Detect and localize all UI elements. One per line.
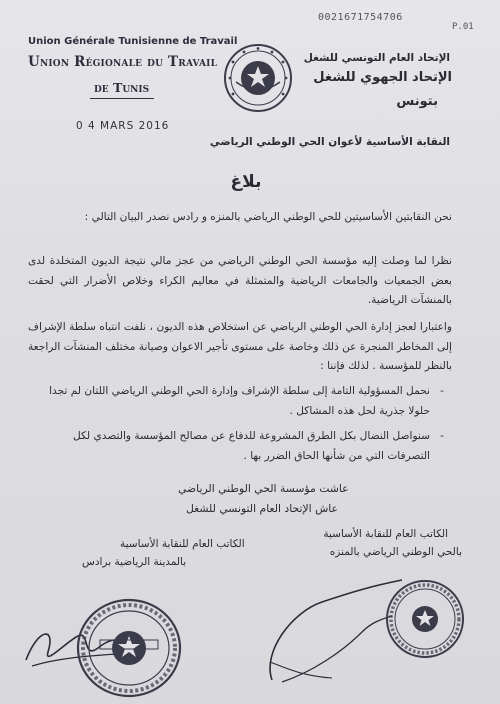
closing-line-2: عاش الإتحاد العام التونسي للشغل [186, 502, 338, 515]
list-item-text: نحمل المسؤولية التامة إلى سلطة الإشراف وإدارة الحي الوطني الرياضي اللتان لم تجدا حلولا جذرية لحل هذه المشاكل . [49, 385, 430, 417]
french-header-line1: Union Générale Tunisienne de Travail [28, 36, 238, 47]
document-title: بلاغ [230, 172, 262, 192]
demands-list [28, 382, 444, 472]
document-number: 0021671754706 [318, 12, 403, 23]
signatory-right-title: الكاتب العام للنقابة الأساسية [323, 528, 448, 540]
arabic-header-line1: الإتحاد العام التونسي للشغل [303, 52, 450, 64]
signatory-right-affiliation: بالحي الوطني الرياضي بالمنزه [329, 546, 462, 558]
bullet-dash: - [440, 430, 444, 442]
list-item [28, 382, 444, 421]
french-header-underline [90, 98, 154, 99]
body-paragraph-2: واعتبارا لعجز إدارة الحي الوطني الرياضي عن استخلاص هذه الديون ، نلفت انتباه سلطة الإشراف إلى المخاطر المنجرة عن ذلك وخاصة على مستوى تأجير الاعوان وصيانة مختلف المنشآت الراجعة بالنظر للمؤسسة . لذلك فإننا : [28, 321, 452, 372]
french-header-line2: Union Régionale du Travail [28, 54, 218, 70]
closing-line-1: عاشت مؤسسة الحي الوطني الرياضي [178, 482, 349, 495]
signatory-left-affiliation: بالمدينة الرياضية برادس [82, 556, 187, 568]
body-paragraph-1: نظرا لما وصلت إليه مؤسسة الحي الوطني الرياضي من عجز مالي نتيجة الديون المتخلدة لدى بعض الجمعيات والجامعات الرياضية والمتمثلة في معاليم الكراء وخلاص الأضرار التي لحقت بالمنشآت الرياضية. [28, 255, 452, 306]
arabic-header-line2: الإتحاد الجهوي للشغل [313, 70, 452, 85]
left-union-stamp [74, 596, 184, 700]
date-stamp: 0 4 MARS 2016 [76, 120, 170, 132]
union-emblem-logo [222, 42, 294, 114]
signatory-left-title: الكاتب العام للنقابة الأساسية [120, 538, 245, 550]
arabic-header-line3: بتونس [396, 94, 438, 109]
french-header-line3: de Tunis [94, 80, 150, 95]
intro-paragraph: نحن النقابتين الأساسيتين للحي الوطني الرياضي بالمنزه و رادس نصدر البيان التالي : [84, 211, 452, 223]
right-union-stamp [384, 578, 466, 660]
page-number: P.01 [452, 22, 474, 32]
bullet-dash: - [440, 385, 444, 397]
union-subtitle: النقابة الأساسية لأعوان الحي الوطني الرياضي [209, 136, 450, 148]
list-item-text: سنواصل النضال بكل الطرق المشروعة للدفاع عن مصالح المؤسسة والتصدي لكل التصرفات التي من شأنها الحاق الضرر بها . [73, 430, 430, 462]
list-item [28, 427, 444, 466]
